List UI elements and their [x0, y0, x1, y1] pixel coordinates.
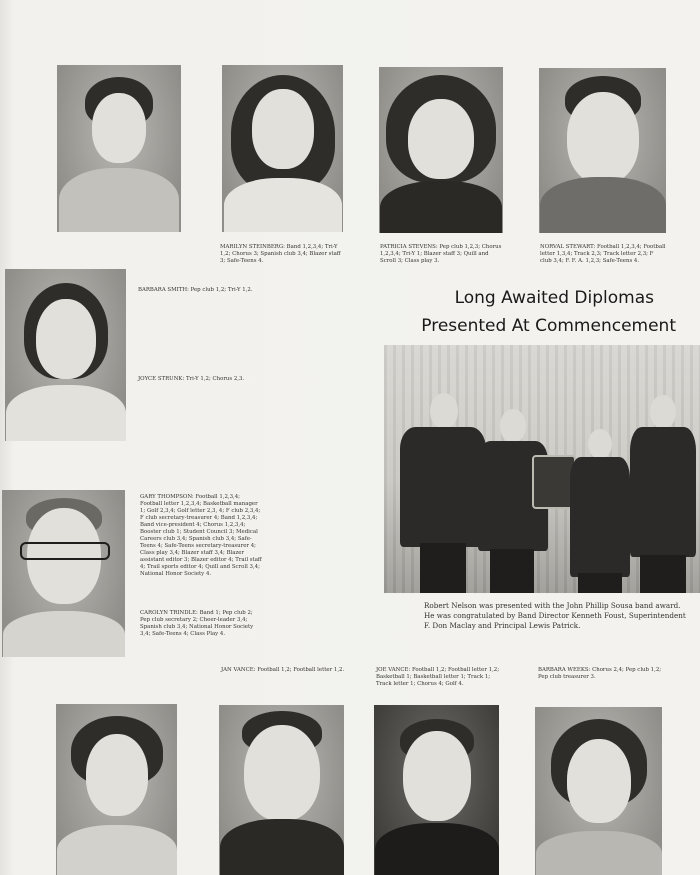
portrait-bottom-1 [56, 704, 177, 875]
portrait-jan-vance [219, 705, 344, 875]
caption-barbara-smith: BARBARA SMITH: Pep club 1,2; Tri-Y 1,2. [138, 287, 253, 293]
caption-patricia-stevens: PATRICIA STEVENS: Pep club 1,2,3; Chorus 1,2,3,4; Tri-Y 1; Blazer staff 3; Quill and Scroll 3; Class play 3. [380, 244, 502, 264]
caption-barbara-weeks: BARBARA WEEKS: Chorus 2,4; Pep club 1,2; Pep club treasurer 3. [538, 667, 662, 680]
headline-line-1: Long Awaited Diplomas [454, 288, 654, 308]
portrait-joe-vance [374, 705, 499, 875]
award-photo-caption: Robert Nelson was presented with the John Phillip Sousa band award. He was congratulated by Band Director Kenneth Foust, Superintendent F. Don Maclay and Principal Lewis Patrick. [424, 601, 686, 630]
caption-joyce-strunk: JOYCE STRUNK: Tri-Y 1,2; Chorus 2,3. [138, 376, 245, 382]
portrait-patricia-stevens [379, 67, 503, 233]
caption-jan-vance: JAN VANCE: Football 1,2; Football letter 1,2. [221, 667, 345, 673]
caption-marilyn-steinberg: MARILYN STEINBERG: Band 1,2,3,4; Tri-Y 1,2; Chorus 3; Spanish club 3,4; Blazer staff 3; Safe-Teens 4. [220, 244, 341, 264]
portrait-marilyn-steinberg [222, 65, 343, 232]
caption-gary-thompson: GARY THOMPSON: Football 1,2,3,4; Football letter 1,2,3,4; Basketball manager 1; Golf 2,3,4; Golf letter 2,3, 4; F club 2,3,4; F club secretary-treasurer 4; Band 1,2,3,4; Band vice-president 4; Chorus 1,2,3,4; Booster club 1; Student Council 3; Medical Careers club 3,4; Spanish club 3,4; Safe-Teens 4; Safe-Teens secretary-treasurer 4; Class play 3,4; Blazer staff 3,4; Blazer assistant editor 3; Blazer editor 4; Trail staff 4; Trail sports editor 4; Quill and Scroll 3,4; National Honor Society 4. [140, 494, 262, 577]
headline-line-2: Presented At Commencement [421, 316, 676, 336]
caption-norval-stewart: NORVAL STEWART: Football 1,2,3,4; Football letter 1,3,4; Track 2,3; Track letter 2,3; F club 3,4; F. F. A. 1,2,3; Safe-Teens 4. [540, 244, 666, 264]
portrait-top-1 [57, 65, 181, 232]
portrait-gary-thompson [2, 490, 125, 657]
portrait-barbara-smith [5, 269, 126, 441]
caption-carolyn-trindle: CAROLYN TRINDLE: Band 1; Pep club 2; Pep club secretary 2; Cheer-leader 3,4; Spanish club 3,4; National Honor Society 3,4; Safe-Teens 4; Class Play 4. [140, 610, 254, 637]
portrait-barbara-weeks [535, 707, 662, 875]
caption-joe-vance: JOE VANCE: Football 1,2; Football letter 1,2; Basketball 1; Basketball letter 1; Track 1; Track letter 1; Chorus 4; Golf 4. [376, 667, 500, 687]
award-group-photo [384, 345, 700, 593]
portrait-norval-stewart [539, 68, 666, 233]
